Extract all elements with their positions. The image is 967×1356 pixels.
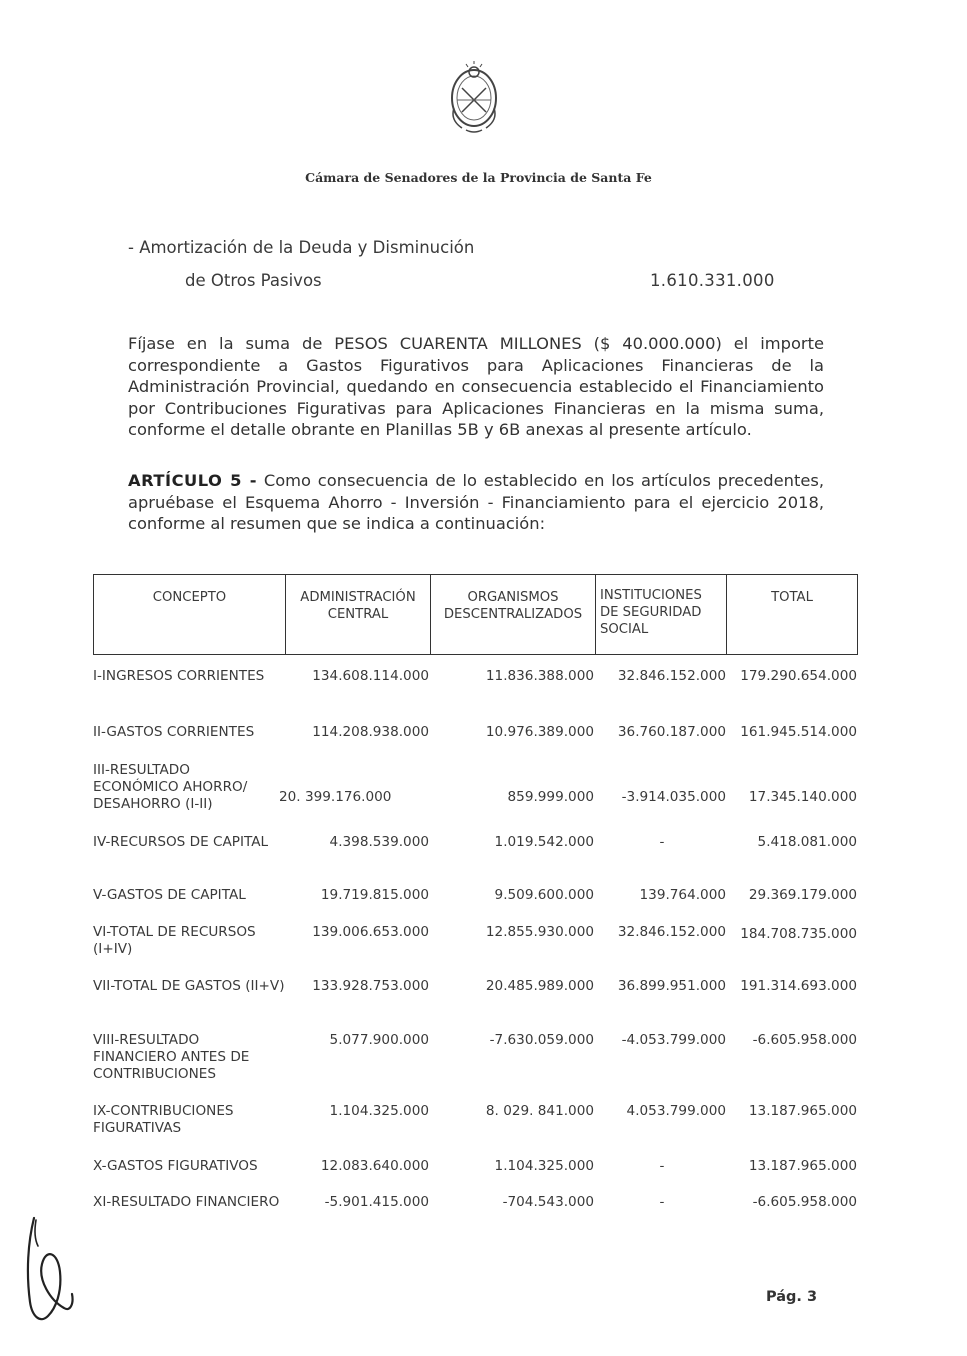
row-total-value: 191.314.693.000 [740, 978, 857, 994]
row-admin-value: 4.398.539.000 [329, 834, 429, 850]
handwritten-signature-icon [22, 1212, 80, 1330]
row-inst-value: - [659, 834, 665, 850]
row-org-value: -7.630.059.000 [489, 1032, 594, 1048]
row-org-value: 1.104.325.000 [494, 1158, 594, 1174]
row-org-value: 8. 029. 841.000 [485, 1103, 594, 1119]
row-admin-value: 134.608.114.000 [312, 668, 429, 684]
row-org-value: 10.976.389.000 [485, 724, 594, 740]
header-instituciones-seguridad-social: INSTITUCIONES DE SEGURIDAD SOCIAL [596, 575, 727, 655]
row-inst-value: -3.914.035.000 [621, 789, 726, 805]
row-admin-value: 1.104.325.000 [329, 1103, 429, 1119]
article-5-label: ARTÍCULO 5 - [128, 471, 258, 490]
row-inst-value: -4.053.799.000 [621, 1032, 726, 1048]
row-total-value: 184.708.735.000 [740, 926, 857, 942]
header-organismos-descentralizados: ORGANISMOS DESCENTRALIZADOS [431, 575, 596, 655]
row-concept: I-INGRESOS CORRIENTES [93, 668, 265, 684]
row-concept: V-GASTOS DE CAPITAL [93, 887, 246, 903]
row-admin-value: 19.719.815.000 [320, 887, 429, 903]
amortization-line-2: de Otros Pasivos [185, 271, 322, 290]
row-org-value: 11.836.388.000 [485, 668, 594, 684]
row-concept: IV-RECURSOS DE CAPITAL [93, 834, 269, 850]
amortization-line-1: - Amortización de la Deuda y Disminución [128, 238, 475, 257]
row-inst-value: 139.764.000 [639, 887, 726, 903]
row-inst-value: 4.053.799.000 [626, 1103, 726, 1119]
row-org-value: 1.019.542.000 [494, 834, 594, 850]
article-5-text: Como consecuencia de lo establecido en los artículos precedentes, apruébase el Esquema Ahorro - Inversión - Financiamiento para el ejercicio 2018, conforme al resumen que se indica a continuación: [128, 471, 824, 533]
chamber-title: Cámara de Senadores de la Provincia de Santa Fe [305, 170, 652, 185]
row-inst-value: 32.846.152.000 [617, 668, 726, 684]
row-inst-value: - [659, 1194, 665, 1210]
row-concept: III-RESULTADO ECONÓMICO AHORRO/ DESAHORRO (I-II) [93, 762, 248, 812]
row-admin-value: 20. 399.176.000 [279, 789, 392, 805]
row-concept: VI-TOTAL DE RECURSOS (I+IV) [93, 924, 256, 957]
page-number: Pág. 3 [766, 1289, 818, 1305]
row-admin-value: 5.077.900.000 [329, 1032, 429, 1048]
paragraph-figurative-expenses: Fíjase en la suma de PESOS CUARENTA MILLONES ($ 40.000.000) el importe correspondiente a Gastos Figurativos para Aplicaciones Financieras de la Administración Provincial, quedando en consecuencia establecido el Financiamiento por Contribuciones Figurativas para Aplicaciones Financieras en la misma suma, conforme el detalle obrante en Planillas 5B y 6B anexas al presente artículo. [128, 334, 824, 439]
row-admin-value: 114.208.938.000 [312, 724, 429, 740]
row-total-value: 5.418.081.000 [757, 834, 857, 850]
row-total-value: 179.290.654.000 [740, 668, 857, 684]
row-total-value: 161.945.514.000 [740, 724, 857, 740]
row-org-value: 9.509.600.000 [494, 887, 594, 903]
row-inst-value: 32.846.152.000 [617, 924, 726, 940]
header-administracion-central: ADMINISTRACIÓN CENTRAL [286, 575, 431, 655]
table-header [93, 574, 858, 655]
row-concept: IX-CONTRIBUCIONES FIGURATIVAS [93, 1103, 234, 1136]
row-admin-value: 12.083.640.000 [320, 1158, 429, 1174]
header-concepto: CONCEPTO [94, 575, 286, 655]
row-total-value: 13.187.965.000 [748, 1103, 857, 1119]
row-total-value: 17.345.140.000 [748, 789, 857, 805]
row-concept: VIII-RESULTADO FINANCIERO ANTES DE CONTRIBUCIONES [93, 1032, 250, 1082]
row-total-value: 13.187.965.000 [748, 1158, 857, 1174]
row-concept: VII-TOTAL DE GASTOS (II+V) [93, 978, 285, 994]
row-admin-value: 139.006.653.000 [312, 924, 429, 940]
row-admin-value: -5.901.415.000 [324, 1194, 429, 1210]
row-inst-value: 36.899.951.000 [617, 978, 726, 994]
article-5-paragraph [128, 470, 824, 535]
amortization-amount: 1.610.331.000 [650, 271, 775, 290]
row-org-value: 859.999.000 [507, 789, 594, 805]
row-org-value: 20.485.989.000 [485, 978, 594, 994]
header-total: TOTAL [727, 575, 858, 655]
provincial-seal-icon [444, 58, 504, 136]
row-org-value: -704.543.000 [502, 1194, 594, 1210]
row-org-value: 12.855.930.000 [485, 924, 594, 940]
row-concept: II-GASTOS CORRIENTES [93, 724, 255, 740]
row-admin-value: 133.928.753.000 [312, 978, 429, 994]
row-inst-value: - [659, 1158, 665, 1174]
row-total-value: -6.605.958.000 [752, 1194, 857, 1210]
row-total-value: 29.369.179.000 [748, 887, 857, 903]
row-concept: X-GASTOS FIGURATIVOS [93, 1158, 258, 1174]
row-total-value: -6.605.958.000 [752, 1032, 857, 1048]
row-concept: XI-RESULTADO FINANCIERO [93, 1194, 280, 1210]
row-inst-value: 36.760.187.000 [617, 724, 726, 740]
